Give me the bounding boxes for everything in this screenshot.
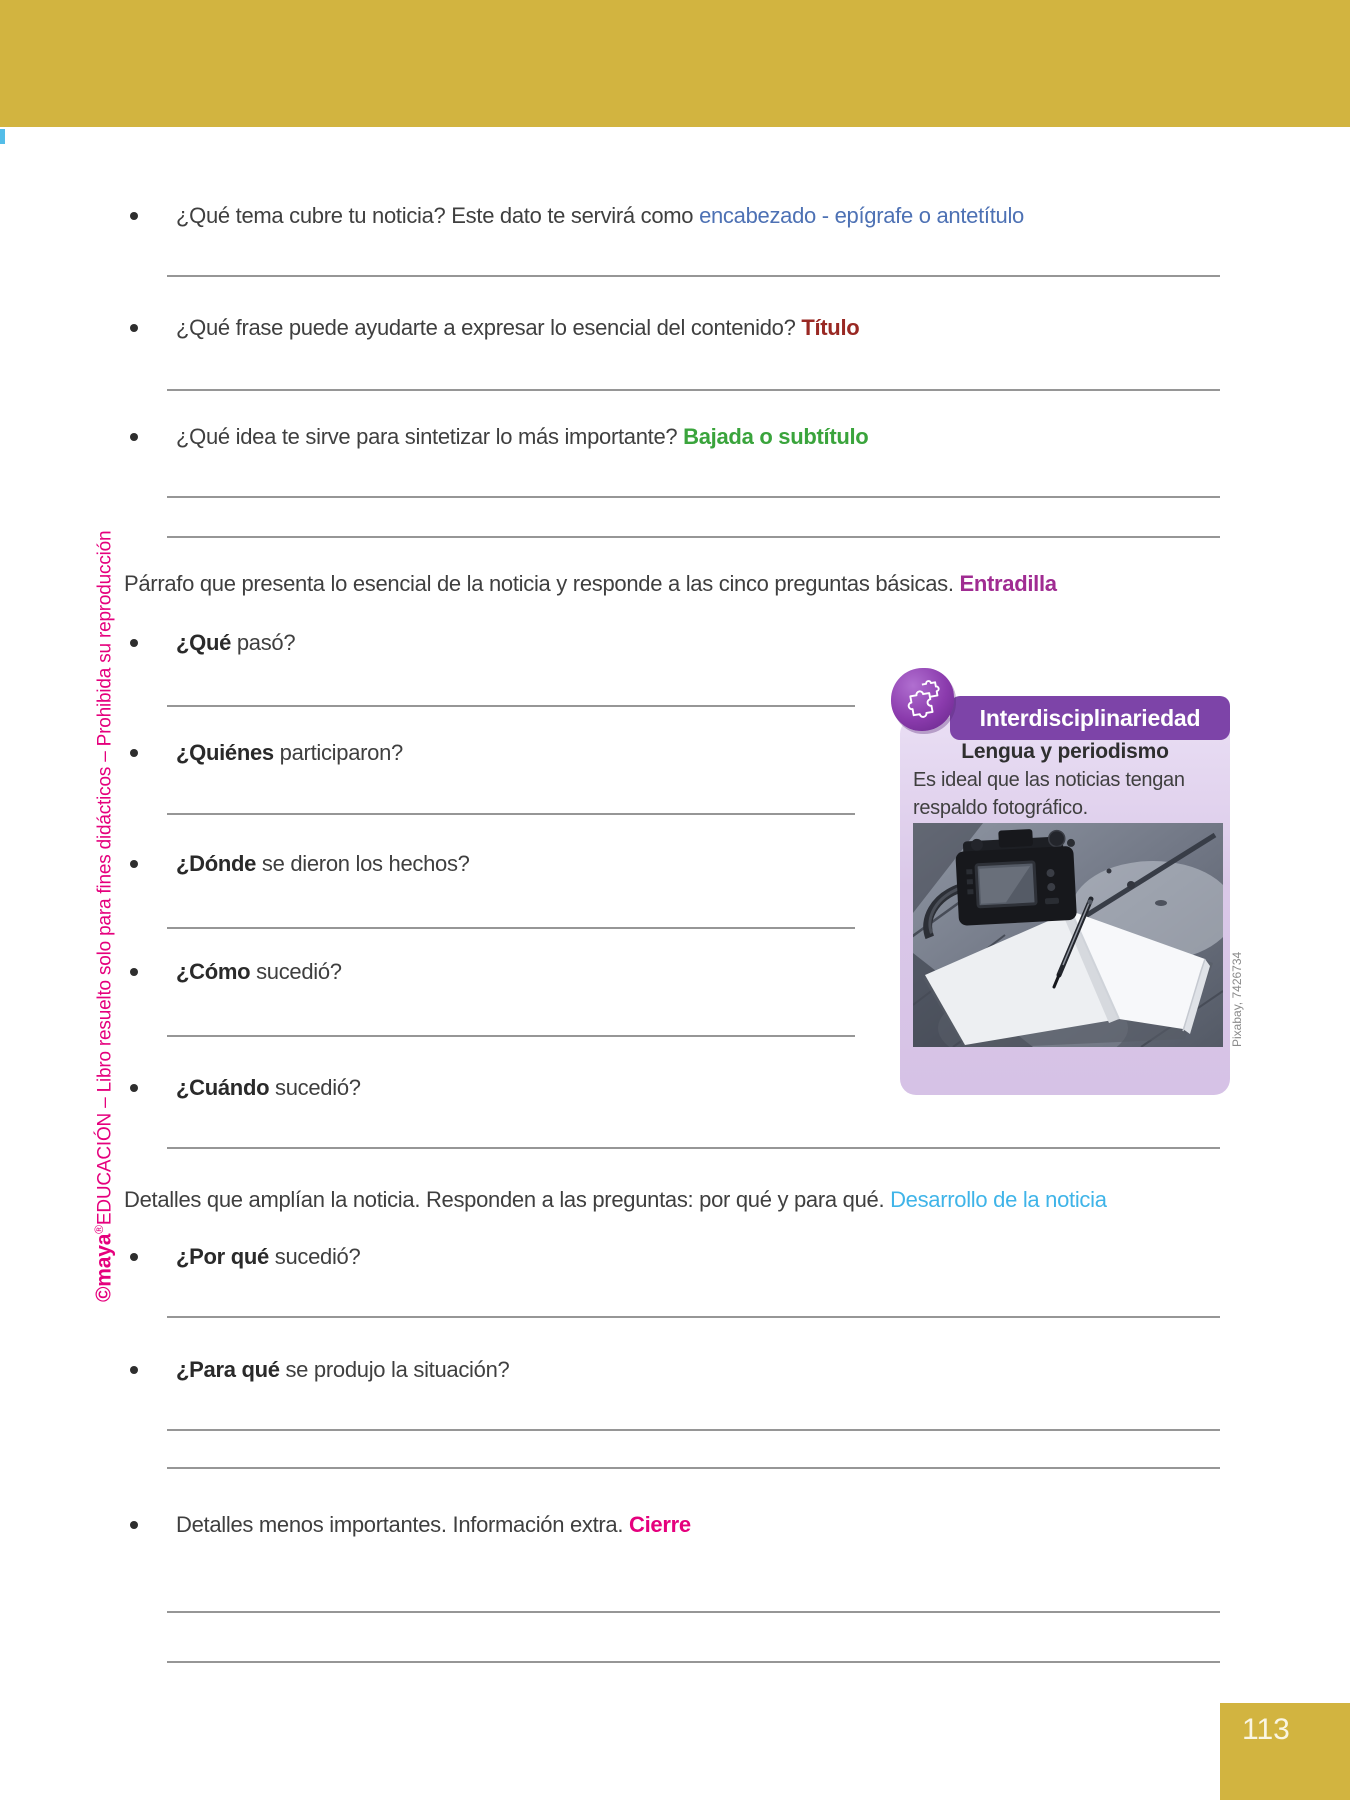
paragraph-text: Párrafo que presenta lo esencial de la noticia y responde a las cinco preguntas básicas.: [124, 571, 960, 596]
term-titulo: Título: [801, 315, 860, 340]
bullet-text: [176, 957, 342, 987]
page-number: 113: [1242, 1713, 1290, 1746]
paragraph-text: Detalles que amplían la noticia. Responden a las preguntas: por qué y para qué.: [124, 1187, 891, 1212]
interdisciplinariedad-header: [950, 696, 1230, 740]
maya-logo-text: ©maya: [92, 1233, 116, 1302]
answer-line: [167, 1467, 1220, 1469]
bullet-icon: [130, 639, 138, 647]
bullet-text: [176, 1073, 361, 1103]
answer-line: [167, 1429, 1220, 1431]
term-encabezado: encabezado - epígrafe o antetítulo: [699, 203, 1024, 228]
bullet-text: [176, 313, 859, 343]
bullet-text: [176, 849, 470, 879]
puzzle-icon-glyph: [900, 677, 946, 723]
question-keyword: ¿Dónde: [176, 851, 257, 876]
registered-mark: ®: [92, 1225, 106, 1234]
bullet-item-paraque: [130, 1355, 509, 1385]
question-keyword: ¿Por qué: [176, 1244, 269, 1269]
question-text: se produjo la situación?: [279, 1357, 510, 1382]
question-text: sucedió?: [269, 1075, 361, 1100]
answer-line: [167, 813, 855, 815]
bullet-icon: [130, 860, 138, 868]
bullet-text: [176, 628, 295, 658]
bullet-item-quienes: [130, 738, 403, 768]
answer-line: [167, 275, 1220, 277]
bullet-icon: [130, 324, 138, 332]
term-entradilla: Entradilla: [959, 571, 1057, 596]
answer-line: [167, 705, 855, 707]
sidebar-copyright: [86, 531, 118, 1302]
bullet-text: [176, 1510, 691, 1540]
question-text: ¿Qué tema cubre tu noticia? Este dato te servirá como: [176, 203, 700, 228]
answer-line: [167, 1147, 1220, 1149]
bullet-item-cuando: [130, 1073, 361, 1103]
term-desarrollo: Desarrollo de la noticia: [890, 1187, 1107, 1212]
bullet-item-que: [130, 628, 295, 658]
bullet-text: [176, 422, 868, 452]
page-number-box: [1220, 1703, 1350, 1800]
question-text: se dieron los hechos?: [256, 851, 470, 876]
bullet-item-donde: [130, 849, 470, 879]
term-cierre: Cierre: [629, 1512, 691, 1537]
bullet-text: [176, 1242, 360, 1272]
bullet-item-porque: [130, 1242, 360, 1272]
bullet-item-bajada: [130, 422, 868, 452]
question-text: ¿Qué idea te sirve para sintetizar lo más importante?: [176, 424, 684, 449]
top-gold-band: [0, 0, 1350, 127]
bullet-icon: [130, 212, 138, 220]
bullet-icon: [130, 1521, 138, 1529]
bullet-icon: [130, 968, 138, 976]
answer-line: [167, 1611, 1220, 1613]
answer-line: [167, 927, 855, 929]
bullet-icon: [130, 749, 138, 757]
bullet-item-titulo: [130, 313, 859, 343]
question-keyword: ¿Cuándo: [176, 1075, 270, 1100]
question-text: Detalles menos importantes. Información extra.: [176, 1512, 629, 1537]
question-keyword: ¿Cómo: [176, 959, 251, 984]
bullet-icon: [130, 433, 138, 441]
interdisciplinariedad-title: Interdisciplinariedad: [979, 704, 1201, 731]
bullet-text: [176, 1355, 509, 1385]
question-text: participaron?: [273, 740, 403, 765]
question-text: ¿Qué frase puede ayudarte a expresar lo esencial del contenido?: [176, 315, 802, 340]
question-keyword: ¿Qué: [176, 630, 232, 655]
bullet-icon: [130, 1253, 138, 1261]
answer-line: [167, 1035, 855, 1037]
bullet-text: [176, 738, 403, 768]
camera-notebook-photo: [913, 823, 1223, 1047]
photo-credit: Pixabay, 7426734: [1230, 951, 1244, 1047]
bullet-icon: [130, 1366, 138, 1374]
term-bajada: Bajada o subtítulo: [683, 424, 869, 449]
question-text: sucedió?: [250, 959, 342, 984]
sidebar-copyright-text: EDUCACIÓN – Libro resuelto solo para fines didácticos – Prohibida su reproducción: [94, 530, 116, 1226]
paragraph-entradilla: [124, 569, 1057, 599]
interbox-subtitle: Lengua y periodismo: [961, 740, 1169, 763]
bullet-item-encabezado: [130, 201, 1024, 231]
answer-line: [167, 536, 1220, 538]
bullet-text: [176, 201, 1024, 231]
answer-line: [167, 389, 1220, 391]
question-keyword: ¿Para qué: [176, 1357, 280, 1382]
question-text: pasó?: [231, 630, 296, 655]
answer-line: [167, 1661, 1220, 1663]
bullet-item-cierre: [130, 1510, 691, 1540]
answer-line: [167, 496, 1220, 498]
question-keyword: ¿Quiénes: [176, 740, 274, 765]
margin-blue-tick: [0, 129, 5, 144]
bullet-item-como: [130, 957, 342, 987]
paragraph-desarrollo: [124, 1185, 1107, 1215]
bullet-icon: [130, 1084, 138, 1092]
interbox-body-line1: Es ideal que las noticias tengan: [913, 769, 1185, 791]
puzzle-icon: [891, 668, 954, 731]
question-text: sucedió?: [268, 1244, 361, 1269]
interbox-body-line2: respaldo fotográfico.: [913, 797, 1088, 819]
answer-line: [167, 1316, 1220, 1318]
